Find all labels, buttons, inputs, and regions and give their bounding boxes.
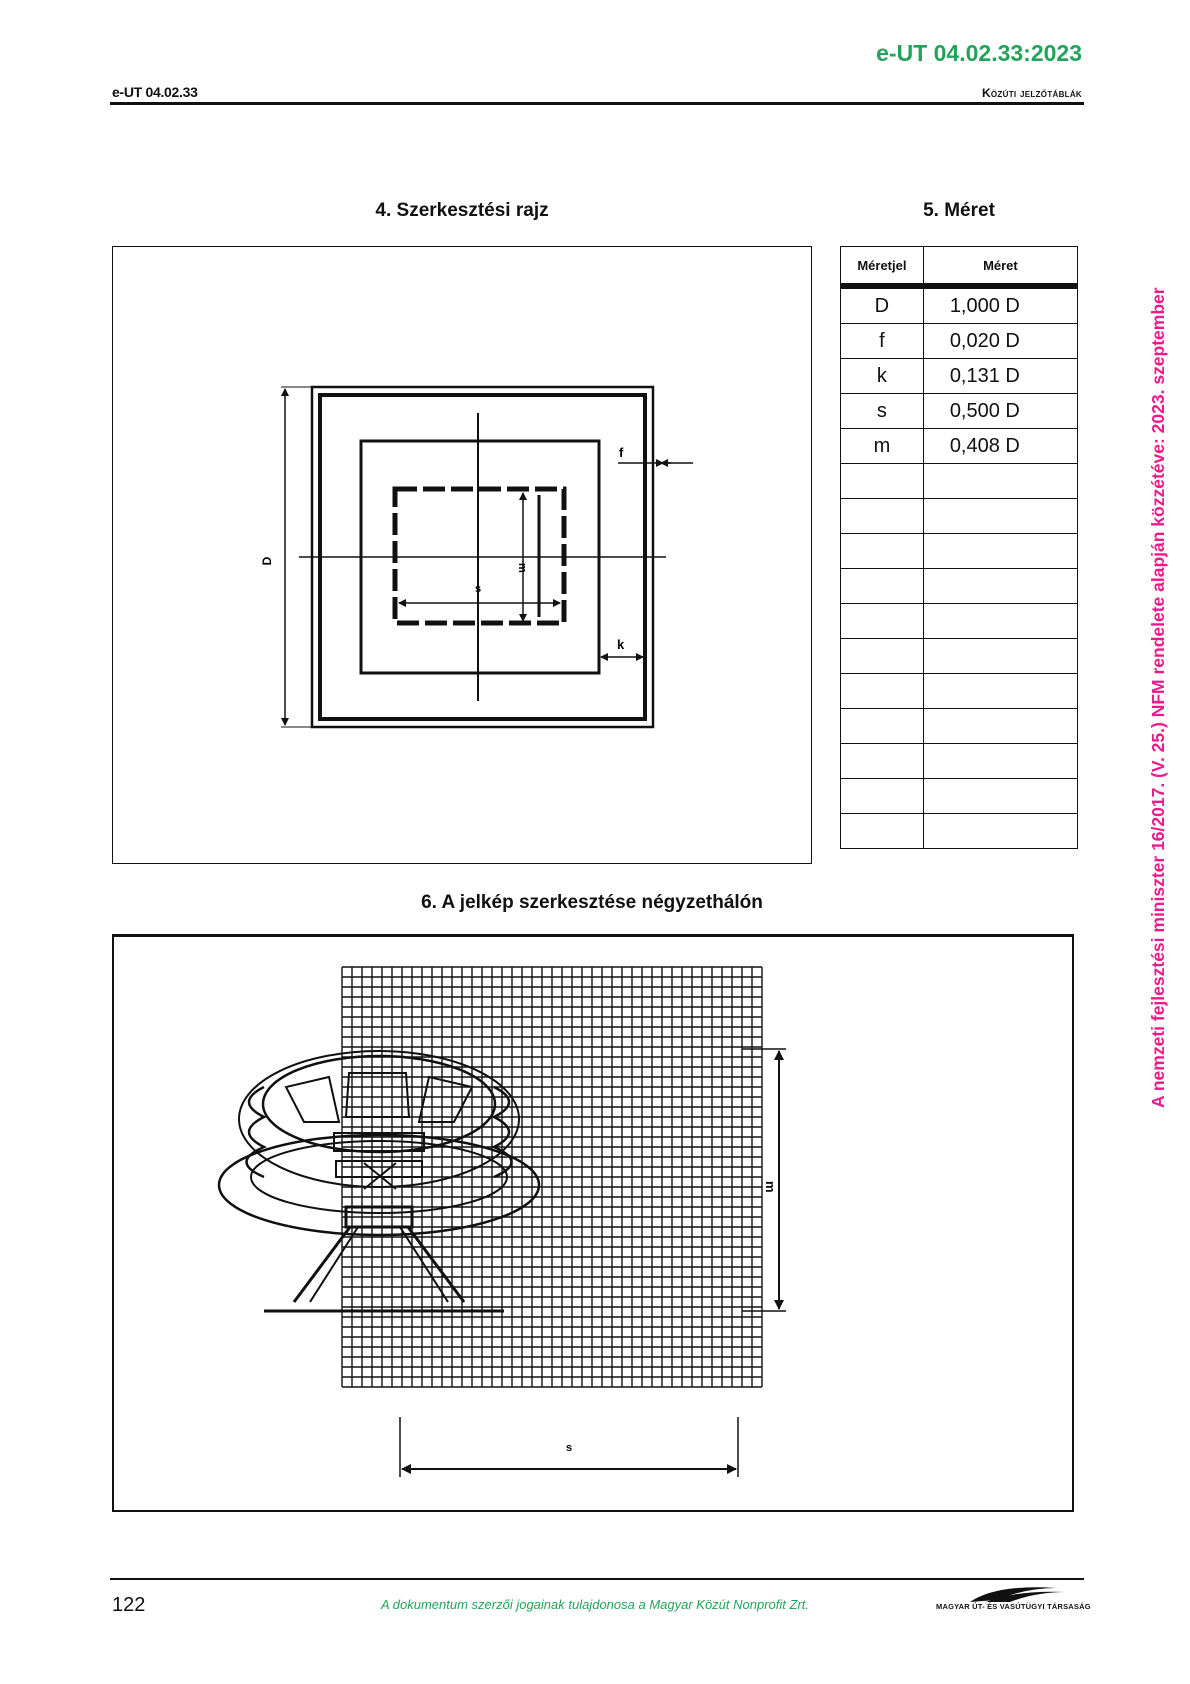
dimension-row-empty: [841, 709, 1078, 744]
dimension-cell-empty: [841, 709, 924, 744]
col-header-symbol: Méretjel: [841, 247, 924, 287]
dimension-row-empty: [841, 674, 1078, 709]
construction-drawing: [113, 247, 813, 865]
copyright-notice: A dokumentum szerzői jogainak tulajdonosa a Magyar Közút Nonprofit Zrt.: [380, 1597, 809, 1612]
dimension-cell-empty: [841, 534, 924, 569]
dimension-row: [841, 286, 1078, 324]
header-document-code: e-UT 04.02.33: [112, 84, 198, 100]
dimension-value: 0,408 D: [923, 429, 1077, 464]
dimension-cell-empty: [923, 604, 1077, 639]
dimension-cell-empty: [841, 604, 924, 639]
grid-label-m: m: [763, 1181, 778, 1193]
label-m: m: [516, 563, 528, 573]
dimension-cell-empty: [841, 674, 924, 709]
label-f: f: [619, 445, 624, 460]
dimension-value: 1,000 D: [923, 286, 1077, 324]
col-header-size: Méret: [923, 247, 1077, 287]
dimension-cell-empty: [841, 639, 924, 674]
symbol-figure: [219, 1051, 539, 1311]
publication-side-note: A nemzeti fejlesztési miniszter 16/2017. (V. 25.) NFM rendelete alapján közzétéve: 2023. szeptember: [1148, 287, 1168, 1108]
dimension-symbol: D: [841, 286, 924, 324]
dimension-symbol: m: [841, 429, 924, 464]
dimension-row-empty: [841, 534, 1078, 569]
dimension-row-empty: [841, 569, 1078, 604]
publisher-logo-icon: [966, 1582, 1076, 1604]
figure-panel-2: [346, 1073, 409, 1117]
page-number: 122: [112, 1594, 146, 1616]
dimension-cell-empty: [923, 709, 1077, 744]
dimension-cell-empty: [923, 639, 1077, 674]
dimension-row-empty: [841, 814, 1078, 849]
figure-leg-right: [408, 1227, 464, 1302]
label-D: D: [260, 556, 274, 566]
dimension-value: 0,131 D: [923, 359, 1077, 394]
footer-rule: [110, 1578, 1084, 1580]
dimension-row: [841, 394, 1078, 429]
figure-panel-1: [286, 1077, 339, 1122]
dimension-table-wrap: [840, 246, 1078, 849]
dimension-row: [841, 359, 1078, 394]
dimension-value: 0,500 D: [923, 394, 1077, 429]
dimension-row-empty: [841, 744, 1078, 779]
dimension-row-empty: [841, 604, 1078, 639]
construction-drawing-frame: [112, 246, 812, 864]
section5-title: 5. Méret: [923, 200, 995, 221]
dimension-cell-empty: [923, 569, 1077, 604]
header-rule: [110, 102, 1084, 105]
header-chapter-title: Közúti jelzőtáblák: [981, 86, 1082, 100]
dimension-cell-empty: [923, 464, 1077, 499]
section4-title: 4. Szerkesztési rajz: [375, 200, 549, 221]
dimension-row-empty: [841, 464, 1078, 499]
grid-construction-frame: [112, 934, 1074, 1512]
dimension-row-empty: [841, 779, 1078, 814]
label-k: k: [617, 637, 625, 652]
grid-construction: [114, 937, 1072, 1510]
dimension-value: 0,020 D: [923, 324, 1077, 359]
dimension-row: [841, 429, 1078, 464]
dimension-cell-empty: [923, 674, 1077, 709]
dimension-cell-empty: [841, 779, 924, 814]
dimension-cell-empty: [923, 744, 1077, 779]
dimension-cell-empty: [841, 499, 924, 534]
standard-code: e-UT 04.02.33:2023: [876, 40, 1082, 66]
dimension-row: [841, 324, 1078, 359]
dimension-cell-empty: [923, 499, 1077, 534]
figure-panel-3: [419, 1077, 472, 1122]
dimension-row-empty: [841, 499, 1078, 534]
dimension-cell-empty: [841, 814, 924, 849]
dimension-cell-empty: [841, 744, 924, 779]
dimension-cell-empty: [841, 569, 924, 604]
dimension-cell-empty: [841, 464, 924, 499]
label-s: s: [475, 583, 482, 595]
dimension-symbol: k: [841, 359, 924, 394]
dimension-cell-empty: [923, 814, 1077, 849]
dimension-table-body: [841, 286, 1078, 849]
grid-label-s: s: [565, 1442, 573, 1454]
dimension-symbol: s: [841, 394, 924, 429]
dimension-cell-empty: [923, 534, 1077, 569]
dimension-row-empty: [841, 639, 1078, 674]
dimension-table: [840, 246, 1078, 849]
dimension-cell-empty: [923, 779, 1077, 814]
dimension-symbol: f: [841, 324, 924, 359]
publisher-name: MAGYAR ÚT- ÉS VASÚTÜGYI TÁRSASÁG: [936, 1602, 1091, 1611]
section6-title: 6. A jelkép szerkesztése négyzethálón: [421, 892, 763, 913]
